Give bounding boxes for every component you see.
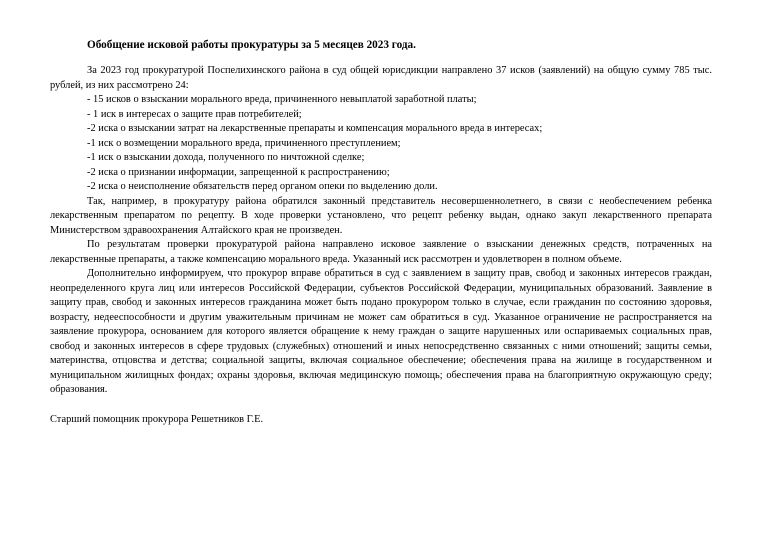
- list-item: -2 иска о взыскании затрат на лекарственные препараты и компенсация морального вреда в интересах;: [87, 123, 543, 134]
- list-item: -1 иск о взыскании дохода, полученного по ничтожной сделке;: [87, 152, 365, 163]
- intro-paragraph: За 2023 год прокуратурой Поспелихинского района в суд общей юрисдикции направлено 37 исков (заявлений) на общую сумму 785 тыс. рублей, из них рассмотрено 24:: [50, 65, 712, 91]
- example-paragraph: Так, например, в прокуратуру района обратился законный представитель несовершеннолетнего, в связи с необеспечением ребенка лекарственным препаратом по рецепту. В ходе проверки установлено, что рецепт ребенку выдан, однако закуп лекарственного препарата Министерством здравоохранения Алтайского края не произведен.: [50, 195, 712, 236]
- list-item: -2 иска о признании информации, запрещенной к распространению;: [87, 166, 390, 178]
- list-item: - 1 иск в интересах о защите прав потребителей;: [87, 108, 302, 120]
- signature-line: Старший помощник прокурора Решетников Г.Е.: [50, 414, 264, 425]
- document-body: [50, 64, 712, 398]
- info-paragraph: Дополнительно информируем, что прокурор вправе обратиться в суд с заявлением в защиту прав, свобод и законных интересов граждан, неопределенного круга лиц или интересов Российской Федерации, субъектов Российской Федерации, муниципальных образований. Заявление в защиту прав, свобод и законных интересов гражданина может быть подано прокурором только в случае, если гражданин по состоянию здоровья, возрасту, недееспособности и другим уважительным причинам не может сам обратиться в суд. Указанное ограничение не распространяется на заявление прокурора, основанием для которого является обращение к нему граждан о защите нарушенных или оспариваемых социальных прав, свобод и законных интересов в сфере трудовых (служебных) отношений и иных непосредственно связанных с ними отношений; защиты семьи, материнства, отцовства и детства; социальной защиты, включая социальное обеспечение; обеспечения права на жилище в государственном и муниципальном жилищных фондах; охраны здоровья, включая медицинскую помощь; обеспечения права на благоприятную окружающую среду; образования.: [50, 268, 712, 395]
- list-item: - 15 исков о взыскании морального вреда, причиненного невыплатой заработной платы;: [87, 94, 477, 105]
- list-item: -2 иска о неисполнение обязательств перед органом опеки по выделению доли.: [87, 181, 438, 192]
- result-paragraph: По результатам проверки прокуратурой района направлено исковое заявление о взыскании денежных средств, потраченных на лекарственные препараты, а также компенсацию морального вреда. Указанный иск рассмотрен и удовлетворен в полном объеме.: [50, 239, 712, 265]
- list-item: -1 иск о возмещении морального вреда, причиненного преступлением;: [87, 137, 401, 149]
- document-title: Обобщение исковой работы прокуратуры за 5 месяцев 2023 года.: [87, 39, 416, 51]
